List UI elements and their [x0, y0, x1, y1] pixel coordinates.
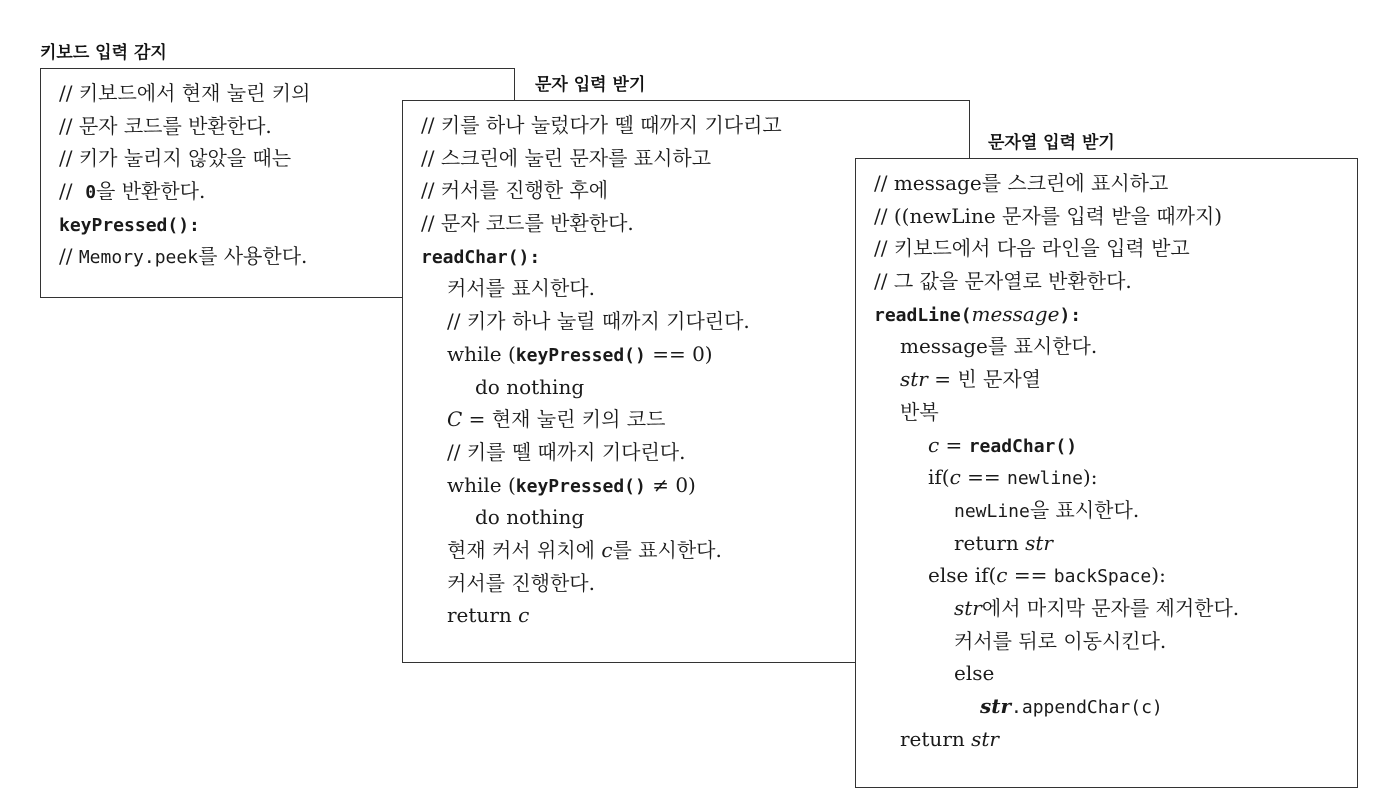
code-line	[874, 461, 1343, 494]
code-text: c	[996, 563, 1008, 588]
box3	[855, 158, 1358, 788]
code-line: // ((newLine 문자를 입력 받을 때까지)	[874, 203, 1223, 228]
code-text: readChar():	[421, 246, 541, 268]
code-text: c	[928, 432, 940, 457]
code-text: if(	[928, 465, 950, 490]
code-line	[874, 559, 1343, 592]
code-text: ):	[1151, 563, 1166, 588]
code-line: // 그 값을 문자열로 반환한다.	[874, 269, 1132, 294]
code-text: return	[900, 726, 972, 751]
code-line	[874, 494, 1343, 527]
code-text: keyPressed()	[515, 344, 646, 366]
code-text: readChar()	[968, 435, 1078, 457]
code-text: else if(	[928, 563, 997, 588]
code-line: message를 표시한다.	[900, 334, 1098, 359]
code-line: 커서를 진행한다.	[447, 570, 595, 595]
code-text: 을 표시한다.	[1029, 497, 1140, 522]
code-text: while (	[447, 341, 516, 366]
code-line: 반복	[900, 399, 939, 424]
code-text: ==	[1007, 563, 1054, 588]
code-line: 커서를 표시한다.	[447, 276, 595, 301]
code-line: // 커서를 진행한 후에	[421, 178, 609, 203]
code-text: = 빈 문자열	[927, 367, 1041, 392]
code-line	[874, 723, 1343, 756]
code-text: c	[518, 603, 530, 628]
code-line	[874, 298, 1343, 331]
code-text: str	[900, 367, 928, 392]
code-text: str	[1025, 530, 1053, 555]
code-text: 0	[85, 182, 97, 204]
code-text: backSpace	[1053, 566, 1152, 588]
code-text: c	[601, 537, 613, 562]
code-line	[874, 592, 1343, 625]
code-text: message	[971, 301, 1060, 326]
code-text: str	[954, 595, 982, 620]
code-text: Memory.peek	[78, 247, 199, 269]
code-text: c	[949, 465, 961, 490]
code-line: do nothing	[475, 505, 585, 530]
code-line: 커서를 뒤로 이동시킨다.	[954, 628, 1167, 653]
code-line	[874, 690, 1343, 723]
code-text: keyPressed():	[59, 214, 200, 236]
code-text: .appendChar(c)	[1011, 697, 1163, 718]
code-text: str	[980, 694, 1012, 718]
code-text: =	[939, 432, 969, 457]
code-text: newLine	[954, 500, 1030, 522]
code-text: return	[954, 530, 1026, 555]
code-line: // 키가 하나 눌릴 때까지 기다린다.	[447, 309, 750, 334]
code-line	[874, 527, 1343, 560]
code-text: 을 반환한다.	[96, 179, 206, 204]
code-line: // 키를 하나 눌렀다가 뗄 때까지 기다리고	[421, 113, 782, 137]
box3-title: 문자열 입력 받기	[988, 133, 1115, 153]
code-line: // message를 스크린에 표시하고	[874, 171, 1169, 195]
code-line: do nothing	[475, 374, 585, 399]
code-text: ):	[1082, 465, 1098, 490]
code-line: else	[954, 661, 995, 686]
code-text: 현재 커서 위치에	[447, 537, 602, 562]
code-text: == 0)	[645, 341, 713, 366]
code-line: // 키보드에서 다음 라인을 입력 받고	[874, 236, 1190, 261]
code-text: readLine(	[874, 304, 972, 326]
code-text: ==	[960, 465, 1008, 490]
code-text: 를 표시한다.	[612, 537, 722, 562]
code-text: newline	[1007, 468, 1083, 490]
code-line: // 문자 코드를 반환한다.	[59, 113, 272, 138]
code-line: // 키가 눌리지 않았을 때는	[59, 146, 292, 171]
code-text: ):	[1059, 304, 1082, 326]
code-text: 에서 마지막 문자를 제거한다.	[981, 595, 1240, 620]
code-line	[874, 363, 1343, 396]
code-line	[874, 429, 1343, 462]
code-text: return	[447, 603, 519, 628]
code-text: //	[59, 179, 73, 204]
code-line: // 문자 코드를 반환한다.	[421, 211, 634, 236]
code-text: C	[447, 407, 463, 432]
box1-title: 키보드 입력 감지	[40, 43, 167, 63]
code-line: // 스크린에 눌린 문자를 표시하고	[421, 145, 712, 170]
code-text: str	[971, 726, 999, 751]
code-text: = 현재 눌린 키의 코드	[462, 407, 666, 432]
code-text: ≠ 0)	[645, 472, 696, 497]
code-text: 를 사용한다.	[198, 244, 308, 269]
code-line: // 키보드에서 현재 눌린 키의	[59, 81, 311, 105]
code-text: //	[59, 244, 79, 269]
code-text: while (	[447, 472, 516, 497]
box2-title: 문자 입력 받기	[535, 75, 646, 95]
code-text: keyPressed()	[515, 475, 646, 497]
code-line: // 키를 뗄 때까지 기다린다.	[447, 439, 686, 464]
